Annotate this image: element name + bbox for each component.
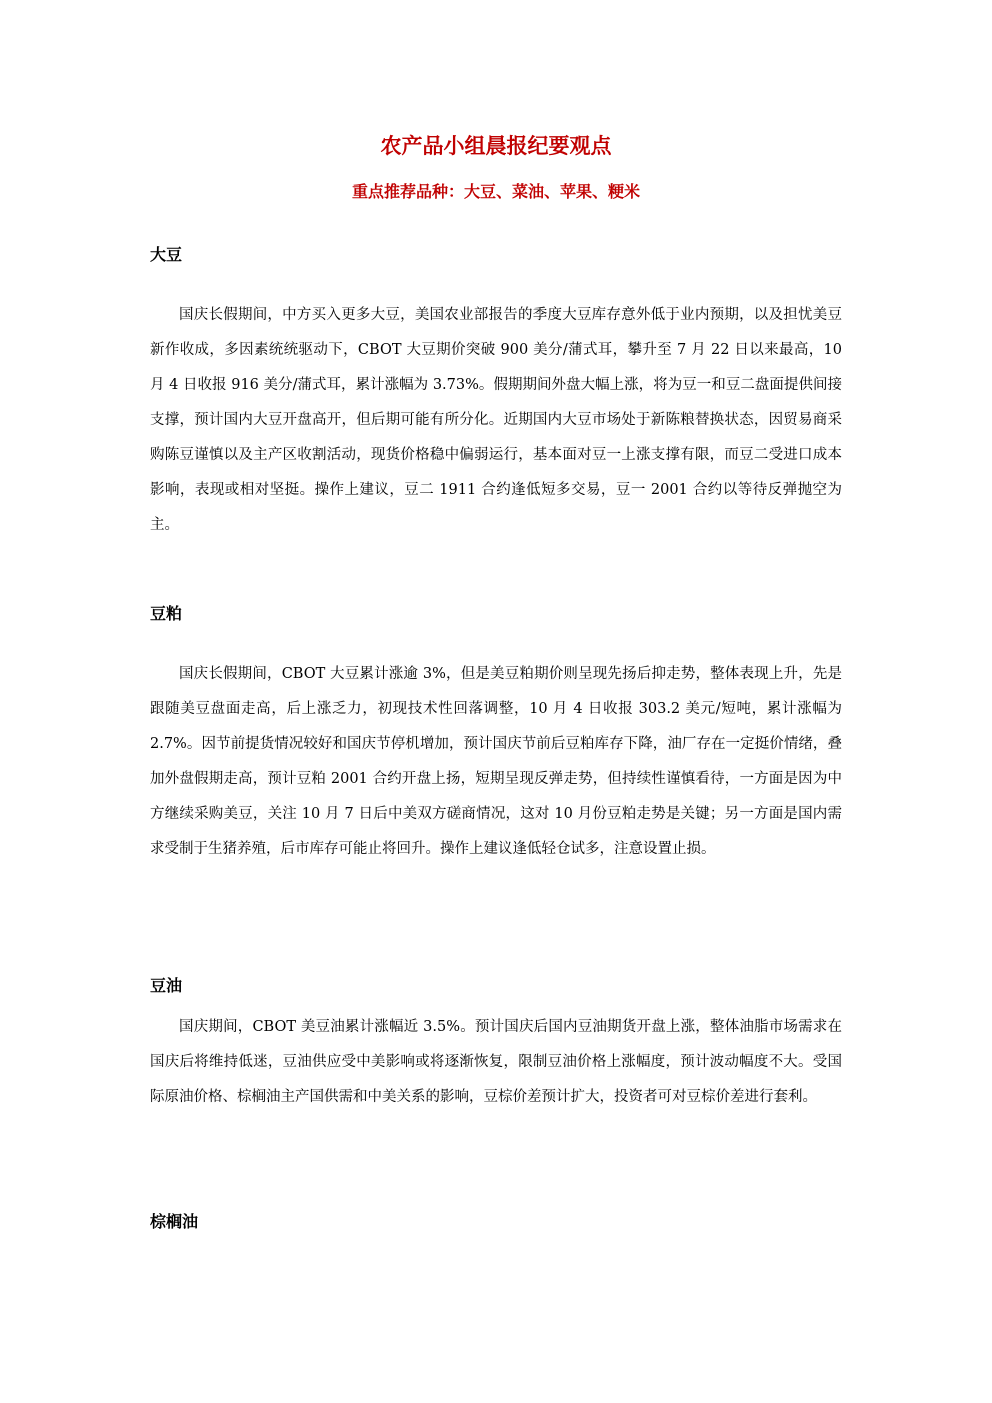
section-heading-soybean-oil: 豆油	[150, 976, 183, 995]
section-heading-palm-oil: 棕榈油	[150, 1212, 199, 1231]
section-paragraph-soybean-oil: 国庆期间，CBOT 美豆油累计涨幅近 3.5%。预计国庆后国内豆油期货开盘上涨，整体油脂市场需求在国庆后将维持低迷，豆油供应受中美影响或将逐渐恢复，限制豆油价格上涨幅度，预计波动幅度不大。受国际原油价格、棕榈油主产国供需和中美关系的影响，豆棕价差预计扩大，投资者可对豆棕价差进行套利。	[150, 1019, 842, 1105]
section-paragraph-soybean-meal: 国庆长假期间，CBOT 大豆累计涨逾 3%，但是美豆粕期价则呈现先扬后抑走势，整体表现上升，先是跟随美豆盘面走高，后上涨乏力，初现技术性回落调整，10 月 4 日收报 303.2 美元/短吨，累计涨幅为 2.7%。因节前提货情况较好和国庆节停机增加，预计国庆节前后豆粕库存下降，油厂存在一定挺价情绪，叠加外盘假期走高，预计豆粕 2001 合约开盘上扬，短期呈现反弹走势，但持续性谨慎看待，一方面是因为中方继续采购美豆，关注 10 月 7 日后中美双方磋商情况，这对 10 月份豆粕走势是关键；另一方面是国内需求受制于生猪养殖，后市库存可能止将回升。操作上建议逢低轻仓试多，注意设置止损。	[150, 666, 842, 857]
section-heading-soybean: 大豆	[150, 245, 183, 264]
document-title: 农产品小组晨报纪要观点	[380, 134, 612, 158]
section-heading-soybean-meal: 豆粕	[150, 604, 183, 623]
section-paragraph-soybean: 国庆长假期间，中方买入更多大豆，美国农业部报告的季度大豆库存意外低于业内预期，以及担忧美豆新作收成，多因素统统驱动下，CBOT 大豆期价突破 900 美分/蒲式耳，攀升至 7 月 22 日以来最高，10 月 4 日收报 916 美分/蒲式耳，累计涨幅为 3.73%。假期期间外盘大幅上涨，将为豆一和豆二盘面提供间接支撑，预计国内大豆开盘高开，但后期可能有所分化。近期国内大豆市场处于新陈粮替换状态，因贸易商采购陈豆谨慎以及主产区收割活动，现货价格稳中偏弱运行，基本面对豆一上涨支撑有限，而豆二受进口成本影响，表现或相对坚挺。操作上建议，豆二 1911 合约逢低短多交易，豆一 2001 合约以等待反弹抛空为主。	[150, 307, 842, 533]
recommended-varieties-subtitle: 重点推荐品种：大豆、菜油、苹果、粳米	[351, 182, 640, 201]
